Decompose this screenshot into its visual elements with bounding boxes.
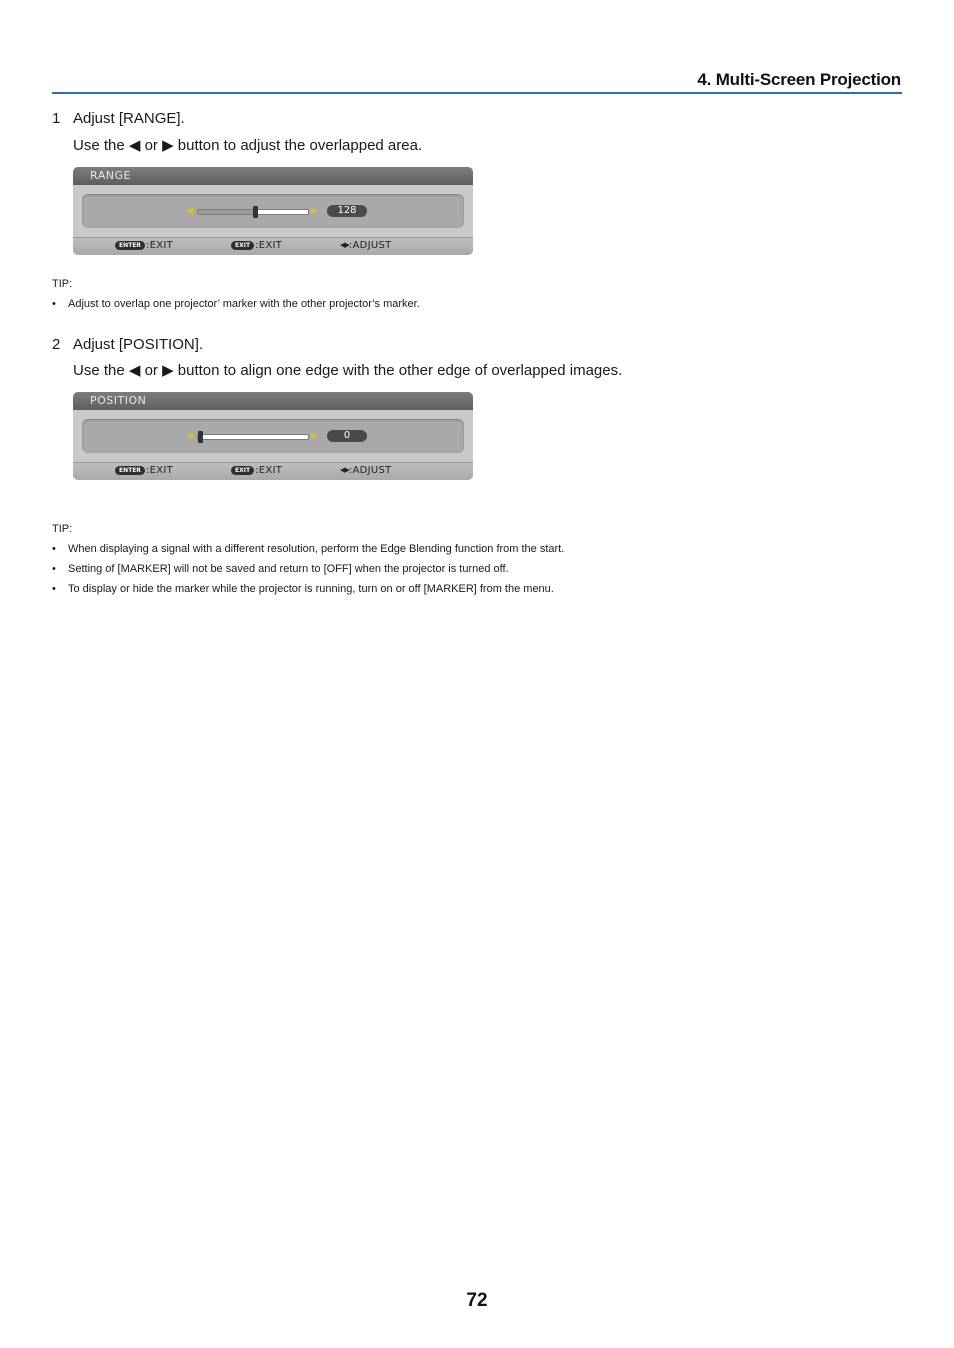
osd-slider-panel [82,194,464,228]
range-osd-dialog [73,167,473,255]
tip-label: TIP: [52,278,73,290]
left-right-arrows-icon: ◀▶ [340,241,349,249]
slider-thumb[interactable] [253,206,258,218]
position-value: 0 [327,430,367,442]
bullet-icon: • [52,563,56,575]
section-title: 4. Multi-Screen Projection [697,70,901,89]
step-2-description: Use the ◀ or ▶ button to align one edge with the other edge of overlapped images. [73,362,623,379]
enter-exit-hint: ENTER :EXIT [115,465,173,476]
adjust-hint: ◀▶:ADJUST [340,465,392,476]
exit-key-icon: EXIT [231,466,254,475]
step-1-description: Use the ◀ or ▶ button to adjust the overlapped area. [73,137,423,154]
position-slider-track[interactable] [197,434,309,440]
left-right-arrows-icon: ◀▶ [340,466,349,474]
slider-fill [198,210,253,214]
left-arrow-icon[interactable]: ◀ [187,431,194,440]
step-number: 1 [52,110,61,127]
exit-key-icon: EXIT [231,241,254,250]
step-number: 2 [52,336,61,353]
enter-key-icon: ENTER [115,466,145,475]
osd-footer [73,237,473,255]
position-osd-dialog [73,392,473,480]
step-heading: Adjust [RANGE]. [73,110,185,127]
range-value: 128 [327,205,367,217]
tip-item: • When displaying a signal with a different resolution, perform the Edge Blending function from the start. [52,543,565,555]
right-arrow-icon[interactable]: ▶ [311,206,318,215]
tip-item: • Adjust to overlap one projector’ marker with the other projector’s marker. [52,298,420,310]
exit-hint: EXIT :EXIT [231,465,282,476]
tip-label: TIP: [52,523,73,535]
range-slider-track[interactable] [197,209,309,215]
osd-title: RANGE [90,169,131,182]
enter-exit-hint: ENTER :EXIT [115,240,173,251]
left-arrow-icon[interactable]: ◀ [187,206,194,215]
enter-key-icon: ENTER [115,241,145,250]
slider-thumb[interactable] [198,431,203,443]
osd-title: POSITION [90,394,147,407]
osd-titlebar [73,392,473,410]
step-1-title [52,110,185,127]
osd-footer [73,462,473,480]
tip-item: • To display or hide the marker while the projector is running, turn on or off [MARKER] from the menu. [52,583,554,595]
right-arrow-icon[interactable]: ▶ [311,431,318,440]
bullet-icon: • [52,298,56,310]
osd-slider-panel [82,419,464,453]
page-number: 72 [466,1290,488,1311]
adjust-hint: ◀▶:ADJUST [340,240,392,251]
header-rule [52,92,902,94]
tip-item: • Setting of [MARKER] will not be saved and return to [OFF] when the projector is turned off. [52,563,509,575]
bullet-icon: • [52,583,56,595]
step-2-title [52,336,203,353]
step-heading: Adjust [POSITION]. [73,336,204,353]
exit-hint: EXIT :EXIT [231,240,282,251]
bullet-icon: • [52,543,56,555]
osd-titlebar [73,167,473,185]
